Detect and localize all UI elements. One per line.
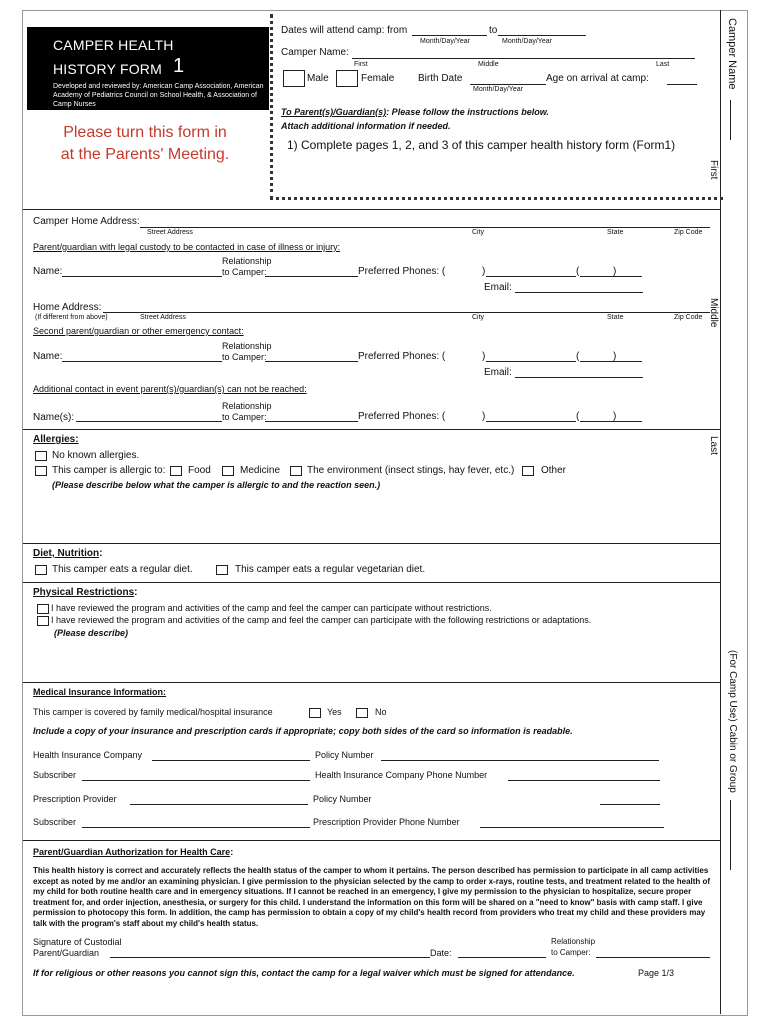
insurance-rule <box>23 682 720 683</box>
insurance-no-checkbox[interactable] <box>356 708 368 718</box>
home-address-field-2[interactable] <box>103 312 710 313</box>
additional-name-field[interactable] <box>76 421 222 422</box>
no-restrictions-label: I have reviewed the program and activities of the camp and feel the camper can participate without restrictions. <box>51 603 492 613</box>
other-checkbox[interactable] <box>522 466 534 476</box>
guardian-name-field[interactable] <box>62 276 222 277</box>
male-checkbox[interactable] <box>283 70 305 87</box>
phones-label-3: Preferred Phones: ( <box>358 411 446 422</box>
regular-diet-label: This camper eats a regular diet. <box>52 564 193 575</box>
relationship-1: Relationship <box>222 256 272 266</box>
male-label: Male <box>307 73 329 84</box>
no-restrictions-checkbox[interactable] <box>37 604 49 614</box>
phone-paren-1b: ( <box>576 266 580 277</box>
rx-provider-field[interactable] <box>130 804 308 805</box>
allergies-describe: (Please describe below what the camper is allergic to and the reaction seen.) <box>52 480 381 490</box>
insurance-yes-label: Yes <box>327 707 342 717</box>
hint-city-2: City <box>472 314 485 321</box>
relationship-field-3[interactable] <box>265 421 358 422</box>
allergies-rule <box>23 429 720 430</box>
phone-field-2a[interactable] <box>486 361 576 362</box>
phones-label-1: Preferred Phones: ( <box>358 266 446 277</box>
guardian-heading: Parent/guardian with legal custody to be contacted in case of illness or injury: <box>33 242 341 252</box>
signature-field[interactable] <box>110 957 430 958</box>
side-middle: Middle <box>708 298 719 328</box>
title-line2: HISTORY FORM <box>53 61 162 77</box>
diet-heading-wrap: Diet, Nutrition: <box>33 548 103 559</box>
food-label: Food <box>188 465 211 476</box>
subscriber-label: Subscriber <box>33 770 77 780</box>
policy-field-2[interactable] <box>600 804 660 805</box>
policy-label-2: Policy Number <box>313 794 372 804</box>
subscriber-field-2[interactable] <box>82 827 310 828</box>
waiver-text: If for religious or other reasons you cannot sign this, contact the camp for a legal waiver which must be signed for attendance. <box>33 968 575 978</box>
regular-diet-checkbox[interactable] <box>35 565 47 575</box>
page-number: Page 1/3 <box>638 968 675 978</box>
home-address-label-2: Home Address: <box>33 302 102 313</box>
birth-hint: Month/Day/Year <box>473 86 523 93</box>
if-different: (If different from above) <box>35 314 108 321</box>
phone-field-1b[interactable] <box>580 276 642 277</box>
side-camp-use: (For Camp Use) Cabin or Group <box>727 650 738 793</box>
company-phone-label: Health Insurance Company Phone Number <box>315 770 488 780</box>
authorization-heading: Parent/Guardian Authorization for Health Care <box>33 847 231 857</box>
form-header <box>27 27 269 110</box>
insurance-no-label: No <box>375 707 387 717</box>
physical-heading: Physical Restrictions <box>33 587 135 598</box>
hint-state: State <box>607 229 624 236</box>
rx-phone-field[interactable] <box>480 827 664 828</box>
to-camper-2: to Camper: <box>222 352 267 362</box>
phone-paren-3c: ) <box>613 411 617 422</box>
allergic-checkbox[interactable] <box>35 466 47 476</box>
policy-label: Policy Number <box>315 750 374 760</box>
phone-paren-3: ) <box>482 411 486 422</box>
allergies-heading: Allergies: <box>33 434 79 445</box>
relationship-2: Relationship <box>222 341 272 351</box>
subscriber-label-2: Subscriber <box>33 817 77 827</box>
company-phone-field[interactable] <box>508 780 660 781</box>
home-address-field[interactable] <box>140 227 710 228</box>
company-field[interactable] <box>152 760 310 761</box>
medicine-label: Medicine <box>240 465 281 476</box>
food-checkbox[interactable] <box>170 466 182 476</box>
address-rule <box>23 209 720 210</box>
side-name-line <box>730 100 731 140</box>
date-label: Date: <box>430 948 452 958</box>
vegetarian-diet-label: This camper eats a regular vegetarian diet. <box>235 564 426 575</box>
phone-paren-1: ) <box>482 266 486 277</box>
additional-heading: Additional contact in event parent(s)/guardian(s) can not be reached: <box>33 384 307 394</box>
home-address-label: Camper Home Address: <box>33 216 140 227</box>
name-label-2: Name: <box>33 351 63 362</box>
camper-name-label: Camper Name: <box>281 47 349 58</box>
no-allergies-label: No known allergies. <box>52 450 140 461</box>
medicine-checkbox[interactable] <box>222 466 234 476</box>
hint-zip-2: Zip Code <box>674 314 703 321</box>
environment-checkbox[interactable] <box>290 466 302 476</box>
rx-phone-label: Prescription Provider Phone Number <box>313 817 460 827</box>
physical-describe: (Please describe) <box>54 628 129 638</box>
phone-paren-2b: ( <box>576 351 580 362</box>
developed-by: Developed and reviewed by: American Camp Association, American Academy of Pediatrics Council on School Health, & Association of Camp Nurses <box>53 83 264 108</box>
second-heading: Second parent/guardian or other emergency contact: <box>33 326 244 336</box>
turn-in-notice: Please turn this form in at the Parents' Meeting. <box>60 124 230 163</box>
phones-label-2: Preferred Phones: ( <box>358 351 446 362</box>
signature-line1: Signature of Custodial <box>33 937 122 947</box>
hint-zip: Zip Code <box>674 229 703 236</box>
allergic-to-label: This camper is allergic to: <box>52 465 166 476</box>
vegetarian-diet-checkbox[interactable] <box>216 565 228 575</box>
other-label: Other <box>541 465 567 476</box>
to-label: to <box>489 25 498 36</box>
company-label: Health Insurance Company <box>33 750 143 760</box>
female-label: Female <box>361 73 395 84</box>
instructions-text: : Please follow the instructions below. <box>386 107 549 117</box>
date-hint-to: Month/Day/Year <box>502 38 552 45</box>
email-field-1[interactable] <box>515 292 643 293</box>
phone-paren-2: ) <box>482 351 486 362</box>
age-label: Age on arrival at camp: <box>546 73 649 84</box>
attach-text: Attach additional information if needed. <box>281 121 451 131</box>
hint-first: First <box>354 61 368 68</box>
phone-field-3a[interactable] <box>486 421 576 422</box>
hint-city: City <box>472 229 485 236</box>
date-to-field[interactable] <box>498 35 586 36</box>
title-line1: CAMPER HEALTH <box>53 37 174 53</box>
phone-field-1a[interactable] <box>486 276 576 277</box>
hint-street: Street Address <box>147 229 193 236</box>
female-checkbox[interactable] <box>336 70 358 87</box>
physical-heading-wrap: Physical Restrictions: <box>33 587 138 598</box>
phone-paren-2c: ) <box>613 351 617 362</box>
relationship-field-2[interactable] <box>265 361 358 362</box>
hint-state-2: State <box>607 314 624 321</box>
dates-label: Dates will attend camp: from <box>281 25 408 36</box>
phone-paren-1c: ) <box>613 266 617 277</box>
date-hint-from: Month/Day/Year <box>420 38 470 45</box>
physical-rule <box>23 582 720 583</box>
hint-street-2: Street Address <box>140 314 186 321</box>
subscriber-field[interactable] <box>82 780 310 781</box>
authorization-text: This health history is correct and accurately reflects the health status of the camper to whom it pertains. The person described has permission to participate in all camp activities except as noted by me and/or an examining physician. I give permission to the physician selected by the camp to order x-rays, routine tests, and treatment related to the health of my child for both routine health care and in emergency situations. If I cannot be reached in an emergency, I give my permission to the physician to hospitalize, secure proper treatment for, and order injection, anesthesia, or surgery for this child. I understand the information on this form will be shared on a "need to know" basis with camp staff. I give permission to photocopy this form. In addition, the camp has permission to obtain a copy of my child's health record from providers who treat my child and these providers may talk with the program's staff about my child's health status. <box>33 866 711 928</box>
insurance-covered: This camper is covered by family medical/hospital insurance <box>33 707 273 717</box>
environment-label: The environment (insect stings, hay fever, etc.) <box>307 465 515 476</box>
relationship-auth: Relationship <box>551 937 596 946</box>
to-camper-3: to Camper: <box>222 412 267 422</box>
diet-rule <box>23 543 720 544</box>
with-restrictions-checkbox[interactable] <box>37 616 49 626</box>
no-allergies-checkbox[interactable] <box>35 451 47 461</box>
age-field[interactable] <box>667 84 697 85</box>
instructions-title: To Parent(s)/Guardian(s) <box>281 107 387 117</box>
email-label-1: Email: <box>484 282 512 293</box>
side-first: First <box>708 160 719 180</box>
second-name-field[interactable] <box>62 361 222 362</box>
relationship-field-1[interactable] <box>265 276 358 277</box>
diet-heading: Diet, Nutrition <box>33 548 100 559</box>
birth-date-field[interactable] <box>470 84 546 85</box>
email-label-2: Email: <box>484 367 512 378</box>
to-camper-1: to Camper: <box>222 267 267 277</box>
policy-field[interactable] <box>381 760 659 761</box>
relationship-auth-field[interactable] <box>596 957 710 958</box>
date-from-field[interactable] <box>412 35 487 36</box>
date-field[interactable] <box>458 957 546 958</box>
camper-name-field[interactable] <box>352 58 695 59</box>
insurance-heading: Medical Insurance Information: <box>33 687 167 697</box>
insurance-yes-checkbox[interactable] <box>309 708 321 718</box>
include-copy: Include a copy of your insurance and prescription cards if appropriate; copy both sides of the card so information is readable. <box>33 726 573 736</box>
step-1: 1) Complete pages 1, 2, and 3 of this camper health history form (Form1) <box>287 138 676 152</box>
hint-middle: Middle <box>478 61 499 68</box>
phone-field-3b[interactable] <box>580 421 642 422</box>
birth-date-label: Birth Date <box>418 73 463 84</box>
side-camp-use-line <box>730 800 731 870</box>
names-label: Name(s): <box>33 412 75 423</box>
authorization-rule <box>23 840 720 841</box>
to-camper-auth: to Camper: <box>551 948 591 957</box>
side-last: Last <box>708 436 719 455</box>
rx-provider-label: Prescription Provider <box>33 794 117 804</box>
with-restrictions-label: I have reviewed the program and activities of the camp and feel the camper can participate with the following restrictions or adaptations. <box>51 615 592 625</box>
side-camper-name: Camper Name <box>726 18 738 90</box>
email-field-2[interactable] <box>515 377 643 378</box>
phone-field-2b[interactable] <box>580 361 642 362</box>
authorization-heading-wrap: Parent/Guardian Authorization for Health Care: <box>33 847 234 857</box>
instructions-line <box>281 107 549 117</box>
hint-last: Last <box>656 61 670 68</box>
form-number: 1 <box>173 55 185 77</box>
signature-line2: Parent/Guardian <box>33 948 100 958</box>
relationship-3: Relationship <box>222 401 272 411</box>
name-label-1: Name: <box>33 266 63 277</box>
phone-paren-3b: ( <box>576 411 580 422</box>
